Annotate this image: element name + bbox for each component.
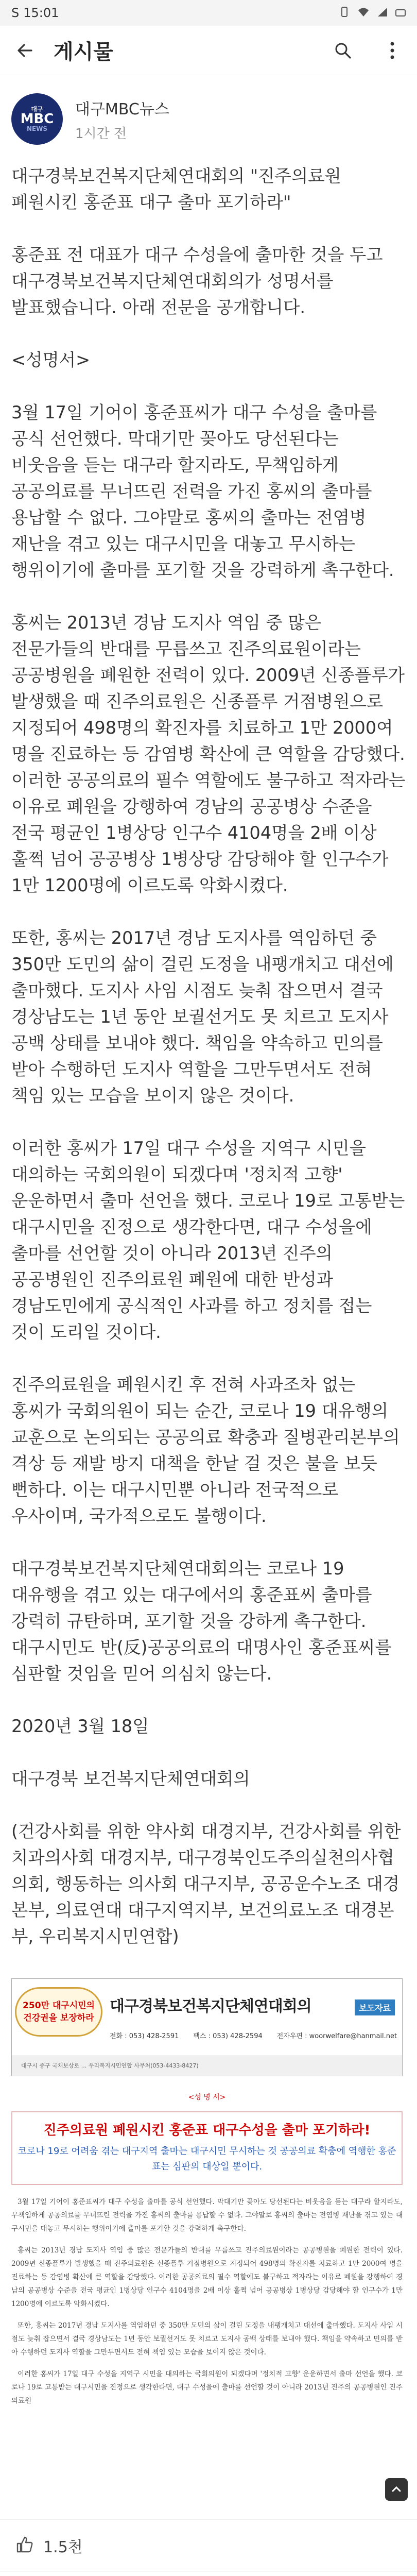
status-icons [339, 6, 406, 20]
post-time: 1시간 전 [75, 126, 127, 142]
like-count: 1.5천 [43, 2538, 83, 2556]
post-signatories: (건강사회를 위한 약사회 대경지부, 건강사회를 위한 치과의사회 대경지부, 대구경북인도주의실천의사협의회, 행동하는 의사회 대구지부, 공공운수노조 대경본부, 의료연대 대구지역지부, 보건의료노조 대경본부, 우리복지시민연합) [11, 1821, 401, 1946]
page-title: 게시물 [54, 40, 113, 64]
post-paragraph: 홍씨는 2013년 경남 도지사 역임 중 많은 전문가들의 반대를 무릅쓰고 진주의료원이라는 공공병원을 폐원한 전력이 있다. 2009년 신종플루가 발생했을 때 진주의료원은 신종플루 거점병원으로 지정되어 498명의 확진자를 치료하고 1만 2000여 명을 진료하는 등 감염병 확산에 큰 역할을 감당했다. 이러한 공공의료의 필수 역할에도 불구하고 적자라는 이유로 폐원을 강행하여 경남의 공공병상 수준을 전국 평균인 1병상당 인구수 4104명을 2배 이상 훌쩍 넘어 공공병상 1병상당 감당해야 할 인구수가 1만 1200명에 이르도록 악화시켰다. [11, 613, 406, 895]
nav-library[interactable] [334, 2571, 417, 2576]
banner-title: 대구경북보건복지단체연대회의 [110, 1997, 311, 2015]
thumbs-up-icon [15, 2535, 34, 2554]
doc-body [11, 2195, 403, 2408]
banner-contacts [110, 2030, 397, 2040]
reaction-bar [0, 2519, 417, 2571]
like-button[interactable] [15, 2535, 34, 2556]
search-button[interactable] [329, 37, 356, 64]
doc-paragraph: 3월 17일 기어이 홍준표씨가 대구 수성을 출마를 공식 선언했다. 막대기만 꽂아도 당선된다는 비웃음을 듣는 대구라 할지라도, 무책임하게 공공의료를 무너뜨린 전력을 가진 홍씨의 출마를 용납할 수 없다. 그야말로 홍씨의 출마는 전염병 재난을 겪고 있는 대구시민을 대놓고 무시하는 행위이기에 출마를 포기할 것을 강력하게 촉구한다. [11, 2198, 403, 2233]
banner-phone: 전화 : 053) 428-2591 [110, 2032, 179, 2040]
attached-image[interactable] [11, 1978, 406, 2576]
post-body [11, 163, 406, 1950]
more-vert-icon [390, 41, 395, 60]
chevron-up-icon [390, 2483, 403, 2496]
post-paragraph: 진주의료원을 폐원시킨 후 전혀 사과조차 없는 홍씨가 국회의원이 되는 순간, 코로나 19 대유행의 교훈으로 논의되는 공공의료 확충과 질병관리본부의 격상 등 재발 방지 대책을 한낱 걸 것은 불을 보듯 뻔하다. 이는 대구시민뿐 아니라 전국적으로 우사이며, 국가적으로도 불행이다. [11, 1375, 400, 1526]
statement-document [11, 2092, 403, 2408]
banner-slogan [15, 1987, 102, 2037]
arrow-left-icon [16, 42, 33, 59]
back-button[interactable] [11, 37, 38, 64]
post-paragraph: 또한, 홍씨는 2017년 경남 도지사를 역임하던 중 350만 도민의 삶이 걸린 도정을 내팽개치고 대선에 출마했다. 도지사 사임 시점도 늦춰 잡으면서 결국 경상남도는 1년 동안 보궐선거도 못 치르고 도지사 공백 상태를 보내야 했다. 책임을 약속하고 민의를 받아 수행하던 도지사 역할을 그만두면서도 전혀 책임 있는 모습을 보이지 않은 것이다. [11, 928, 394, 1106]
post-author[interactable] [0, 75, 417, 163]
carrier-label: S [11, 6, 20, 20]
wifi-icon [357, 7, 370, 20]
banner-tag: 보도자료 [355, 1999, 395, 2015]
banner-fax: 팩스 : 053) 428-2594 [193, 2032, 263, 2040]
banner-slogan-line2: 건강권을 보장하라 [23, 2013, 94, 2023]
post-paragraph: 홍준표 전 대표가 대구 수성을에 출마한 것을 두고 대구경북보건복지단체연대회의가 성명서를 발표했습니다. 아래 전문을 공개합니다. [11, 245, 383, 317]
press-banner [11, 1978, 403, 2076]
vibrate-icon [339, 6, 350, 20]
doc-tag: <성 명 서> [188, 2093, 226, 2102]
logo-line2: MBC [20, 111, 54, 127]
nav-home[interactable] [0, 2571, 83, 2576]
bottom-nav [0, 2571, 417, 2576]
channel-name[interactable]: 대구MBC뉴스 [75, 100, 169, 118]
clock: 15:01 [23, 6, 59, 20]
post-paragraph: 이러한 홍씨가 17일 대구 수성을 지역구 시민을 대의하는 국회의원이 되겠다며 '정치적 고향' 운운하면서 출마 선언을 했다. 코로나 19로 고통받는 대구시민을 진정으로 생각한다면, 대구 수성을에 출마를 선언할 것이 아니라 2013년 진주의 공공병원인 진주의료원 폐원에 대한 반성과 경남도민에게 공식적인 사과를 하고 정치를 접는 것이 도리일 것이다. [11, 1138, 405, 1342]
banner-email: 전자우편 : woorwelfare@hanmail.net [276, 2032, 397, 2040]
post-paragraph: 3월 17일 기어이 홍준표씨가 대구 수성을 출마를 공식 선언했다. 막대기만 꽂아도 당선된다는 비웃음을 듣는 대구라 할지라도, 무책임하게 공공의료를 무너뜨린 전력을 가진 홍씨의 출마를 용납할 수 없다. 그야말로 홍씨의 출마는 전염병 재난을 겪고 있는 대구시민을 대놓고 무시하는 행위이기에 출마를 포기할 것을 강력하게 촉구한다. [11, 402, 394, 580]
post-headline: 대구경북보건복지단체연대회의 "진주의료원 폐원시킨 홍준표 대구 출마 포기하라" [11, 166, 341, 212]
more-options-button[interactable] [379, 37, 406, 64]
status-bar [0, 0, 417, 26]
channel-avatar[interactable] [11, 93, 63, 145]
doc-title: 진주의료원 폐원시킨 홍준표 대구수성을 출마 포기하라! [43, 2123, 371, 2138]
post-signature: 대구경북 보건복지단체연대회의 [11, 1769, 250, 1789]
doc-paragraph: 이러한 홍씨가 17일 대구 수성을 지역구 시민을 대의하는 국회의원이 되겠다며 '정치적 고향' 운운하면서 출마 선언을 했다. 코로나 19로 고통받는 대구시민을 진정으로 생각한다면, 대구 수성을에 출마를 선언할 것이 아니라 2013년 진주의 공공병원인 진주의료원 [11, 2370, 403, 2405]
logo-line1: 대구 [31, 106, 43, 113]
logo-line3: NEWS [26, 125, 48, 132]
nav-subscriptions[interactable] [167, 2571, 250, 2576]
doc-header-box [11, 2111, 403, 2185]
banner-slogan-line1: 250만 대구시민의 [23, 2001, 95, 2011]
search-icon [334, 42, 352, 59]
post-paragraph: 대구경북보건복지단체연대회의는 코로나 19 대유행을 겪고 있는 대구에서의 홍준표씨 출마를 강력히 규탄하며, 포기할 것을 강하게 촉구한다. 대구시민도 반(反)공공의료의 대명사인 홍준표씨를 심판할 것임을 믿어 의심치 않는다. [11, 1558, 392, 1684]
doc-paragraph: 또한, 홍씨는 2017년 경남 도지사를 역임하던 중 350만 도민의 삶이 걸린 도정을 내팽개치고 대선에 출마했다. 도지사 사임 시점도 늦춰 잡으면서 결국 경상남도는 1년 동안 보궐선거도 못 치르고 도지사 공백 상태를 보내야 했다. 책임을 약속하고 민의를 받아 수행하던 도지사 역할을 그만두면서도 전혀 책임 있는 모습을 보이지 않은 것이다. [11, 2321, 403, 2357]
post-date: 2020년 3월 18일 [11, 1716, 149, 1736]
doc-paragraph: 홍씨는 2013년 경남 도지사 역임 중 많은 전문가들의 반대를 무릅쓰고 진주의료원이라는 공공병원을 폐원한 전력이 있다. 2009년 신종플루가 발생했을 때 진주의료원은 신종플루 거점병원으로 지정되어 498명의 확진자를 치료하고 1만 2000여 명을 진료하는 등 감염병 확산에 큰 역할을 감당했다. 이러한 공공의료의 필수 역할에도 불구하고 적자라는 이유로 폐원을 강행하여 경남의 공공병상 수준을 전국 평균인 1병상당 인구수 4104명을 2배 이상 훌쩍 넘어 공공병상 1병상당 감당해야 할 인구수가 1만 1200명에 이르도록 악화시켰다. [11, 2246, 403, 2308]
nav-explore[interactable] [83, 2571, 167, 2576]
expand-image-button[interactable] [385, 2478, 408, 2501]
app-bar [0, 26, 417, 75]
doc-subtitle: 코로나 19로 어려움 겪는 대구지역 출마는 대구시민 무시하는 것 공공의료 확충에 역행한 홍준표는 심판의 대상일 뿐이다. [18, 2146, 396, 2172]
banner-address: 대구시 중구 국채보상로 ... 우리복지시민연합 사무처(053-4433-8427) [12, 2055, 402, 2076]
battery-icon [395, 9, 406, 16]
nav-inbox[interactable] [250, 2571, 334, 2576]
post-paragraph: <성명서> [11, 350, 91, 370]
signal-icon [377, 7, 388, 20]
